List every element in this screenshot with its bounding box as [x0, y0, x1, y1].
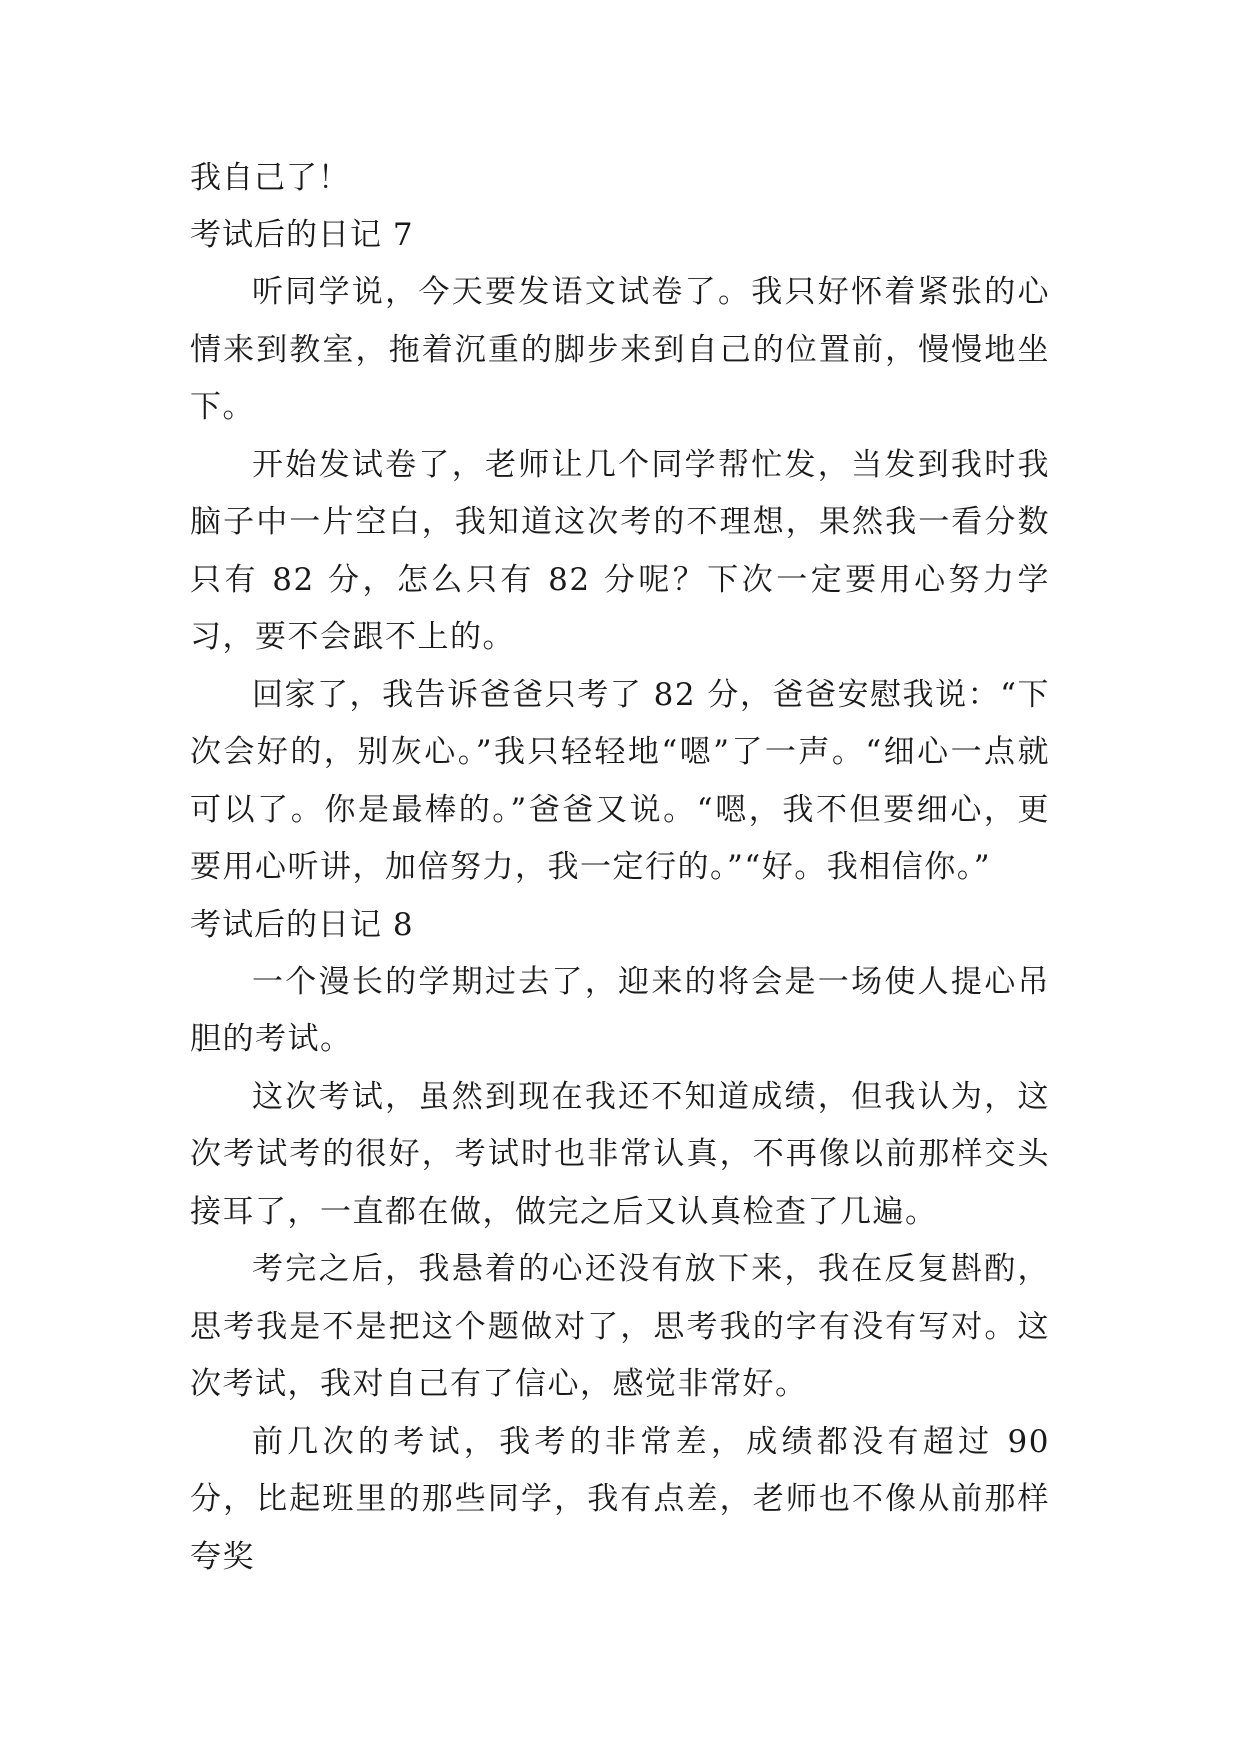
document-page — [190, 150, 1050, 1586]
diary-section-7 — [190, 207, 1050, 897]
paragraph: 回家了，我告诉爸爸只考了 82 分，爸爸安慰我说：“下次会好的，别灰心。”我只轻轻地“嗯”了一声。“细心一点就可以了。你是最棒的。”爸爸又说。“嗯，我不但要细心，更要用心听讲，加倍努力，我一定行的。”“好。我相信你。” — [190, 676, 1050, 885]
paragraph: 听同学说，今天要发语文试卷了。我只好怀着紧张的心情来到教室，拖着沉重的脚步来到自己的位置前，慢慢地坐下。 — [190, 274, 1050, 425]
paragraph: 这次考试，虽然到现在我还不知道成绩，但我认为，这次考试考的很好，考试时也非常认真，不再像以前那样交头接耳了，一直都在做，做完之后又认真检查了几遍。 — [190, 1078, 1050, 1230]
continuation-line: 我自己了！ — [190, 160, 350, 196]
paragraph: 前几次的考试，我考的非常差，成绩都没有超过 90 分，比起班里的那些同学，我有点差，老师也不像从前那样夸奖 — [190, 1423, 1050, 1575]
paragraph: 考完之后，我悬着的心还没有放下来，我在反复斟酌，思考我是不是把这个题做对了，思考我的字有没有写对。这次考试，我对自己有了信心，感觉非常好。 — [190, 1251, 1050, 1402]
paragraph: 一个漫长的学期过去了，迎来的将会是一场使人提心吊胆的考试。 — [190, 963, 1050, 1057]
section-title: 考试后的日记 8 — [190, 906, 414, 943]
section-title: 考试后的日记 7 — [190, 217, 414, 253]
diary-section-8 — [190, 897, 1050, 1587]
paragraph: 开始发试卷了，老师让几个同学帮忙发，当发到我时我脑子中一片空白，我知道这次考的不理想，果然我一看分数只有 82 分，怎么只有 82 分呢？下次一定要用心努力学习，要不会跟不上的。 — [190, 446, 1050, 655]
